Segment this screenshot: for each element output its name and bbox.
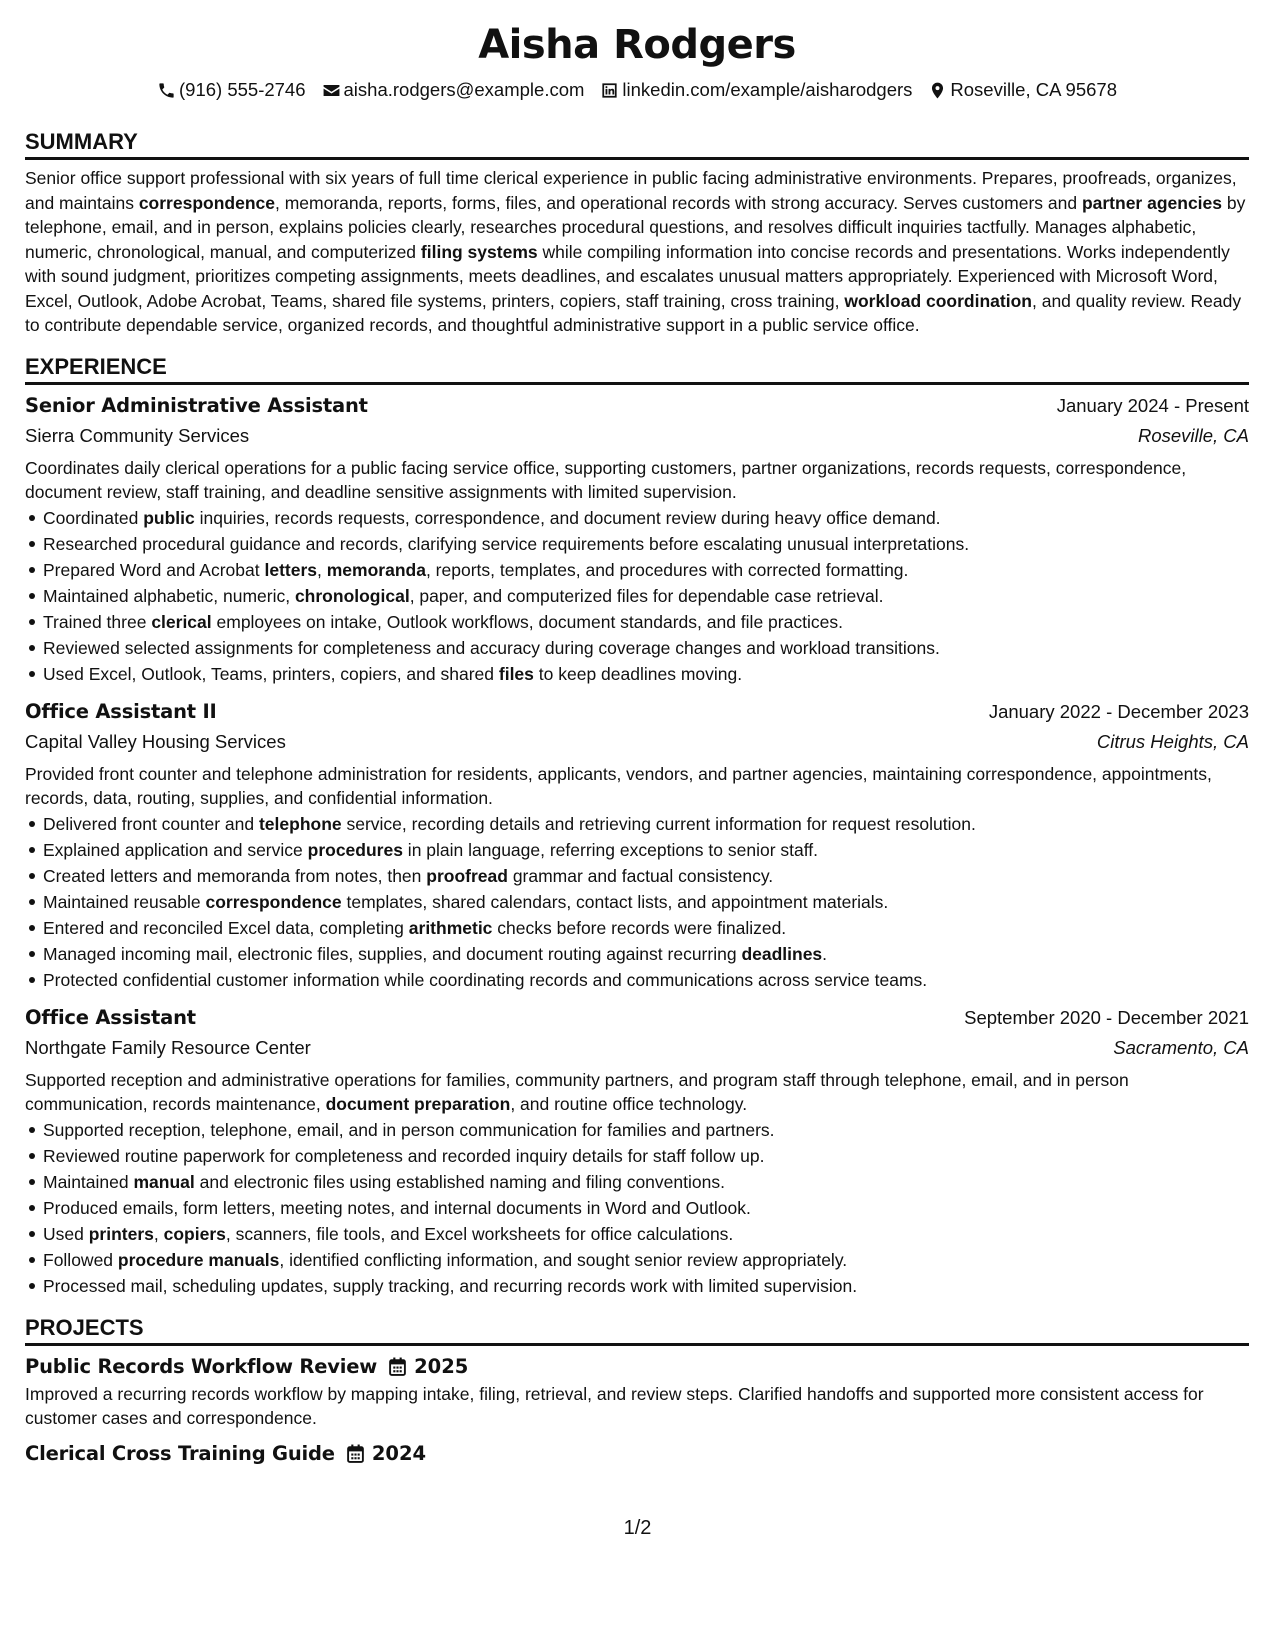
bullet-item <box>43 1195 1249 1221</box>
job-dates: September 2020 - December 2021 <box>964 1006 1249 1028</box>
contact-phone <box>157 77 306 103</box>
text-run: Researched procedural guidance and records, clarifying service requirements before escalating unusual interpretations. <box>43 533 970 554</box>
text-run: Supported reception, telephone, email, and in person communication for families and partners. <box>43 1119 775 1140</box>
bullet-item <box>43 609 1249 635</box>
calendar-icon <box>347 1444 364 1463</box>
text-run: , <box>317 559 327 580</box>
job-subheader <box>25 1033 1249 1063</box>
text-run: Prepared Word and Acrobat <box>43 559 265 580</box>
project-header <box>25 1352 1249 1382</box>
bullet-item <box>43 889 1249 915</box>
text-run: Coordinated <box>43 507 144 528</box>
text-run: templates, shared calendars, contact lists, and appointment materials. <box>341 891 889 912</box>
project-date <box>389 1352 468 1382</box>
bullet-item <box>43 505 1249 531</box>
contact-linkedin[interactable] <box>600 77 912 103</box>
job-list <box>25 391 1249 1299</box>
project-header <box>25 1439 1249 1469</box>
bullet-item <box>43 967 1249 993</box>
job-dates: January 2024 - Present <box>1056 394 1249 416</box>
bold-keyword: public <box>143 507 195 528</box>
bold-keyword: clerical <box>151 611 212 632</box>
job-company: Capital Valley Housing Services <box>25 730 286 752</box>
bullet-item <box>43 1221 1249 1247</box>
bullet-item <box>43 1273 1249 1299</box>
job-description <box>25 456 1249 505</box>
linkedin-icon <box>600 81 619 100</box>
text-run: , and routine office technology. <box>510 1094 748 1114</box>
job-location: Roseville, CA <box>1137 424 1249 446</box>
text-run: Reviewed routine paperwork for completeness and recorded inquiry details for staff follow up. <box>43 1145 765 1166</box>
text-run: inquiries, records requests, correspondence, and document review during heavy office demand. <box>194 507 941 528</box>
job-dates: January 2022 - December 2023 <box>988 700 1249 722</box>
text-run: in plain language, referring exceptions to senior staff. <box>402 839 819 860</box>
bold-keyword: letters <box>264 559 318 580</box>
bold-keyword: manual <box>133 1171 195 1192</box>
text-run: to keep deadlines moving. <box>533 663 743 684</box>
projects-section <box>25 1313 1249 1469</box>
job-title: Office Assistant II <box>25 699 217 723</box>
text-run: , scanners, file tools, and Excel worksheets for office calculations. <box>225 1223 734 1244</box>
text-run: Explained application and service <box>43 839 308 860</box>
summary-section <box>25 127 1249 338</box>
phone-icon <box>157 81 176 100</box>
linkedin-link[interactable]: linkedin.com/example/aisharodgers <box>622 79 913 100</box>
text-run: , <box>153 1223 164 1244</box>
location-text: Roseville, CA 95678 <box>950 79 1117 100</box>
bold-keyword: workload coordination <box>844 290 1032 311</box>
text-run: Provided front counter and telephone administration for residents, applicants, vendors, and partner agencies, maintaining correspondence, appointments, records, data, routing, supplies, and confidential information. <box>25 763 1212 808</box>
bold-keyword: proofread <box>426 865 508 886</box>
text-run: grammar and factual consistency. <box>507 865 774 886</box>
bullet-item <box>43 661 1249 687</box>
text-run: Managed incoming mail, electronic files, supplies, and document routing against recurring <box>43 943 742 964</box>
bold-keyword: filing systems <box>420 241 538 262</box>
contact-location <box>928 77 1117 103</box>
bold-keyword: correspondence <box>138 192 275 213</box>
text-run: Trained three <box>43 611 152 632</box>
section-title-projects: PROJECTS <box>25 1313 1249 1346</box>
bold-keyword: document preparation <box>325 1094 511 1114</box>
bullet-item <box>43 583 1249 609</box>
text-run: employees on intake, Outlook workflows, document standards, and file practices. <box>211 611 843 632</box>
bold-keyword: arithmetic <box>408 917 493 938</box>
job-description <box>25 1068 1249 1117</box>
bold-keyword: chronological <box>294 585 410 606</box>
text-run: , and quality review. Ready to contribute dependable service, organized records, and thoughtful administrative support in a public service office. <box>25 290 1242 335</box>
bullet-item <box>43 941 1249 967</box>
text-run: service, recording details and retrieving current information for request resolution. <box>341 813 976 834</box>
text-run: while compiling information into concise records and presentations. Works independently with sound judgment, prioritizes competing assignments, meets deadlines, and escalates unusual matters appropriately. Experienced with Microsoft Word, Excel, Outlook, Adobe Acrobat, Teams, shared file systems, printers, copiers, staff training, cross training, <box>25 241 1230 311</box>
project-entry <box>25 1439 1249 1469</box>
bullet-item <box>43 811 1249 837</box>
job-header <box>25 697 1249 727</box>
job-bullets <box>25 505 1249 687</box>
phone-text: (916) 555-2746 <box>179 79 306 100</box>
bold-keyword: procedure manuals <box>117 1249 280 1270</box>
bullet-item <box>43 837 1249 863</box>
experience-section <box>25 352 1249 1299</box>
bullet-item <box>43 863 1249 889</box>
bold-keyword: printers <box>88 1223 154 1244</box>
text-run: , paper, and computerized files for dependable case retrieval. <box>409 585 884 606</box>
bold-keyword: partner agencies <box>1081 192 1223 213</box>
text-run: and electronic files using established naming and filing conventions. <box>194 1171 725 1192</box>
bullet-item <box>43 915 1249 941</box>
bullet-item <box>43 1247 1249 1273</box>
text-run: Delivered front counter and <box>43 813 259 834</box>
envelope-icon <box>322 81 341 100</box>
bold-keyword: memoranda <box>326 559 426 580</box>
text-run: Maintained reusable <box>43 891 206 912</box>
job-header <box>25 391 1249 421</box>
section-title-summary: SUMMARY <box>25 127 1249 160</box>
text-run: , identified conflicting information, and sought senior review appropriately. <box>279 1249 848 1270</box>
text-run: , memoranda, reports, forms, files, and operational records with strong accuracy. Serves customers and <box>274 192 1082 213</box>
job-subheader <box>25 421 1249 451</box>
job-title: Senior Administrative Assistant <box>25 393 368 417</box>
text-run: Senior office support professional with six years of full time clerical experience in public facing administrative environments. Prepares, proofreads, organizes, and maintains <box>25 168 1237 213</box>
text-run: Maintained <box>43 1171 134 1192</box>
text-run: Maintained alphabetic, numeric, <box>43 585 295 606</box>
text-run: Reviewed selected assignments for completeness and accuracy during coverage changes and workload transitions. <box>43 637 940 658</box>
text-run: Produced emails, form letters, meeting notes, and internal documents in Word and Outlook. <box>43 1197 751 1218</box>
text-run: Processed mail, scheduling updates, supply tracking, and recurring records work with limited supervision. <box>43 1275 858 1296</box>
bold-keyword: files <box>498 663 534 684</box>
page-number: 1/2 <box>623 1517 652 1539</box>
text-run: Entered and reconciled Excel data, completing <box>43 917 409 938</box>
map-pin-icon <box>928 81 947 100</box>
project-list <box>25 1352 1249 1469</box>
text-run: , reports, templates, and procedures with corrected formatting. <box>425 559 909 580</box>
text-run: Protected confidential customer information while coordinating records and communications across service teams. <box>43 969 928 990</box>
project-title: Public Records Workflow Review <box>25 1354 378 1378</box>
project-title: Clerical Cross Training Guide <box>25 1441 335 1465</box>
project-date <box>347 1439 426 1469</box>
contact-email[interactable] <box>322 77 585 103</box>
bullet-item <box>43 1117 1249 1143</box>
text-run: by telephone, email, and in person, explains policies clearly, researches procedural questions, and resolves difficult inquiries tactfully. Manages alphabetic, numeric, chronological, manual, and computerized <box>25 192 1246 262</box>
job-company: Northgate Family Resource Center <box>25 1036 311 1058</box>
bullet-item <box>43 1143 1249 1169</box>
contact-bar <box>25 77 1249 103</box>
job-entry <box>25 1003 1249 1299</box>
text-run: Followed <box>43 1249 118 1270</box>
text-run: Used Excel, Outlook, Teams, printers, copiers, and shared <box>43 663 499 684</box>
job-location: Sacramento, CA <box>1113 1036 1249 1058</box>
project-year: 2025 <box>414 1354 469 1378</box>
project-year: 2024 <box>371 1441 427 1465</box>
project-entry <box>25 1352 1249 1431</box>
bold-keyword: deadlines <box>741 943 823 964</box>
job-company: Sierra Community Services <box>25 424 250 446</box>
calendar-icon <box>389 1357 406 1376</box>
text-run: . <box>822 943 828 964</box>
section-title-experience: EXPERIENCE <box>25 352 1249 385</box>
job-bullets <box>25 1117 1249 1299</box>
text-run: Used <box>43 1223 89 1244</box>
text-run: Supported reception and administrative operations for families, community partners, and program staff through telephone, email, and in person communication, records maintenance, <box>25 1069 1129 1114</box>
bullet-item <box>43 531 1249 557</box>
bullet-item <box>43 557 1249 583</box>
job-description <box>25 762 1249 811</box>
job-location: Citrus Heights, CA <box>1096 730 1249 752</box>
text-run: checks before records were finalized. <box>492 917 787 938</box>
job-header <box>25 1003 1249 1033</box>
bullet-item <box>43 1169 1249 1195</box>
job-entry <box>25 391 1249 687</box>
email-link[interactable]: aisha.rodgers@example.com <box>343 79 585 100</box>
text-run: Created letters and memoranda from notes, then <box>43 865 427 886</box>
bullet-item <box>43 635 1249 661</box>
job-entry <box>25 697 1249 993</box>
candidate-name: Aisha Rodgers <box>478 22 796 68</box>
resume-page <box>25 14 1249 1469</box>
project-description: Improved a recurring records workflow by mapping intake, filing, retrieval, and review steps. Clarified handoffs and supported more consistent access for customer cases and correspondence. <box>25 1383 1204 1428</box>
bold-keyword: procedures <box>307 839 403 860</box>
job-subheader <box>25 727 1249 757</box>
bold-keyword: telephone <box>258 813 342 834</box>
summary-text <box>25 166 1249 338</box>
bold-keyword: correspondence <box>205 891 342 912</box>
text-run: Coordinates daily clerical operations for a public facing service office, supporting customers, partner organizations, records requests, correspondence, document review, staff training, and deadline sensitive assignments with limited supervision. <box>25 457 1187 502</box>
job-title: Office Assistant <box>25 1005 196 1029</box>
job-bullets <box>25 811 1249 993</box>
bold-keyword: copiers <box>163 1223 226 1244</box>
